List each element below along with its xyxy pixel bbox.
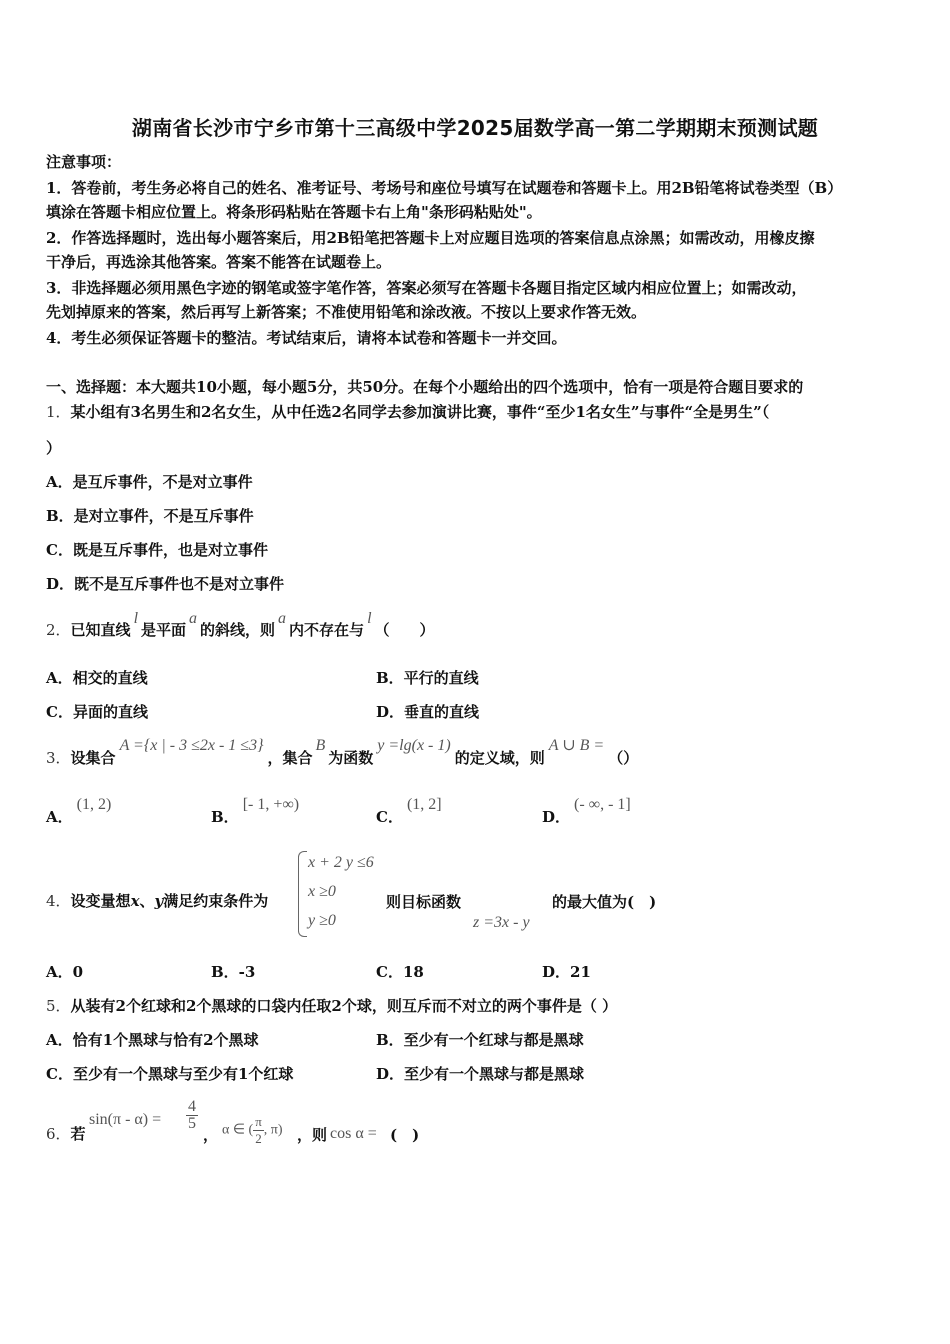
question-4-option-a[interactable]: A．0	[46, 963, 84, 981]
question-3-stem: 3．设集合A ={x | - 3 ≤2x - 1 ≤3}，集合B为函数y =lg(x - 1)的定义域，则A ∪ B =（）	[46, 737, 639, 767]
cosine-expression: cos α =	[330, 1125, 377, 1142]
question-1-option-b[interactable]: B．是对立事件，不是互斥事件	[46, 507, 254, 525]
notice-heading: 注意事项：	[46, 153, 122, 171]
constraint-brace	[298, 851, 307, 937]
notice-line: 先划掉原来的答案，然后再写上新答案；不准使用铅笔和涂改液。不按以上要求作答无效。	[46, 303, 647, 321]
question-6-stem: 6．若	[46, 1125, 86, 1143]
question-5-option-b[interactable]: B．至少有一个红球与都是黑球	[376, 1031, 584, 1049]
option-math: (- ∞, - 1]	[574, 796, 631, 813]
math-variable: l	[133, 610, 139, 627]
constraint-line: y ≥0	[308, 912, 336, 929]
question-number: 4．	[46, 892, 71, 910]
notice-line: 4．考生必须保证答题卡的整洁。考试结束后，请将本试卷和答题卡一并交回。	[46, 329, 567, 347]
math-variable: a	[278, 610, 287, 627]
math-variable: l	[367, 610, 372, 627]
sine-expression: sin(π - α) =	[89, 1111, 162, 1128]
notice-line: 1．答卷前，考生务必将自己的姓名、准考证号、考场号和座位号填写在试题卷和答题卡上。用2B铅笔将试卷类型（B）	[46, 179, 843, 197]
option-math: [- 1, +∞)	[242, 796, 300, 813]
notice-line: 2．作答选择题时，选出每小题答案后，用2B铅笔把答题卡上对应题目选项的答案信息点涂黑；如需改动，用橡皮擦	[46, 229, 815, 247]
question-3-option-b[interactable]: B．[- 1, +∞)	[211, 796, 300, 826]
question-1-option-a[interactable]: A．是互斥事件，不是对立事件	[46, 473, 253, 491]
set-a-expression: A ={x | - 3 ≤2x - 1 ≤3}	[119, 737, 264, 754]
math-variable: a	[189, 610, 198, 627]
question-1-stem-end: ）	[46, 439, 62, 457]
union-expression: A ∪ B =	[548, 737, 605, 754]
question-4-text: 则目标函数	[386, 893, 462, 911]
question-4-option-d[interactable]: D．21	[542, 963, 591, 981]
question-4-option-c[interactable]: C．18	[376, 963, 424, 981]
question-4-stem: 4．设变量想x、y满足约束条件为	[46, 892, 269, 910]
question-4-text: 的最大值为( )	[552, 893, 657, 911]
question-1-option-d[interactable]: D．既不是互斥事件也不是对立事件	[46, 575, 285, 593]
question-number: 2．	[46, 621, 71, 639]
question-5-option-c[interactable]: C．至少有一个黑球与至少有1个红球	[46, 1065, 294, 1083]
question-2-stem: 2．已知直线l是平面a的斜线，则a内不存在与l（ ）	[46, 610, 435, 639]
question-number: 6．	[46, 1125, 71, 1143]
section-heading: 一、选择题：本大题共10小题，每小题5分，共50分。在每个小题给出的四个选项中，恰有一项是符合题目要求的	[46, 378, 804, 396]
notice-line: 干净后，再选涂其他答案。答案不能答在试题卷上。	[46, 253, 392, 271]
question-5-option-d[interactable]: D．至少有一个黑球与都是黑球	[376, 1065, 585, 1083]
question-1-option-c[interactable]: C．既是互斥事件，也是对立事件	[46, 541, 268, 559]
question-2-option-d[interactable]: D．垂直的直线	[376, 703, 480, 721]
question-number: 1．	[46, 403, 71, 421]
question-3-option-c[interactable]: C．(1, 2]	[376, 796, 442, 826]
question-number: 3．	[46, 749, 71, 767]
objective-function: z =3x - y	[473, 914, 530, 931]
question-4-option-b[interactable]: B．-3	[211, 963, 256, 981]
question-6-text: ，则	[297, 1126, 328, 1144]
answer-paren: ( )	[390, 1126, 420, 1144]
fraction-4-5: $\frac{4}{5}$	[188, 1098, 196, 1132]
question-1-stem: 1．某小组有3名男生和2名女生，从中任选2名同学去参加演讲比赛，事件“至少1名女生”与事件“全是男生”（	[46, 403, 770, 421]
notice-line: 3．非选择题必须用黑色字迹的钢笔或签字笔作答，答案必须写在答题卡各题目指定区域内相应位置上；如需改动，	[46, 279, 807, 297]
question-number: 5．	[46, 997, 71, 1015]
question-5-stem: 5．从装有2个红球和2个黑球的口袋内任取2个球，则互斥而不对立的两个事件是（ ）	[46, 997, 618, 1015]
page-title: 湖南省长沙市宁乡市第十三高级中学2025届数学高一第二学期期末预测试题	[131, 116, 819, 140]
question-5-option-a[interactable]: A．恰有1个黑球与恰有2个黑球	[46, 1031, 259, 1049]
constraint-line: x + 2 y ≤6	[308, 854, 374, 871]
question-3-option-a[interactable]: A．(1, 2)	[46, 796, 112, 826]
constraint-line: x ≥0	[308, 883, 336, 900]
question-2-option-b[interactable]: B．平行的直线	[376, 669, 479, 687]
separator: ，	[203, 1126, 219, 1144]
option-math: (1, 2)	[76, 796, 112, 813]
question-3-option-d[interactable]: D．(- ∞, - 1]	[542, 796, 631, 826]
notice-line: 填涂在答题卡相应位置上。将条形码粘贴在答题卡右上角"条形码粘贴处"。	[46, 203, 542, 221]
function-expression: y =lg(x - 1)	[377, 737, 451, 754]
alpha-range: α ∈ ( $\frac{\pi}{2}$ , π)	[222, 1114, 283, 1146]
option-math: (1, 2]	[406, 796, 442, 813]
math-variable: B	[315, 737, 326, 754]
question-2-option-a[interactable]: A．相交的直线	[46, 669, 148, 687]
question-2-option-c[interactable]: C．异面的直线	[46, 703, 148, 721]
